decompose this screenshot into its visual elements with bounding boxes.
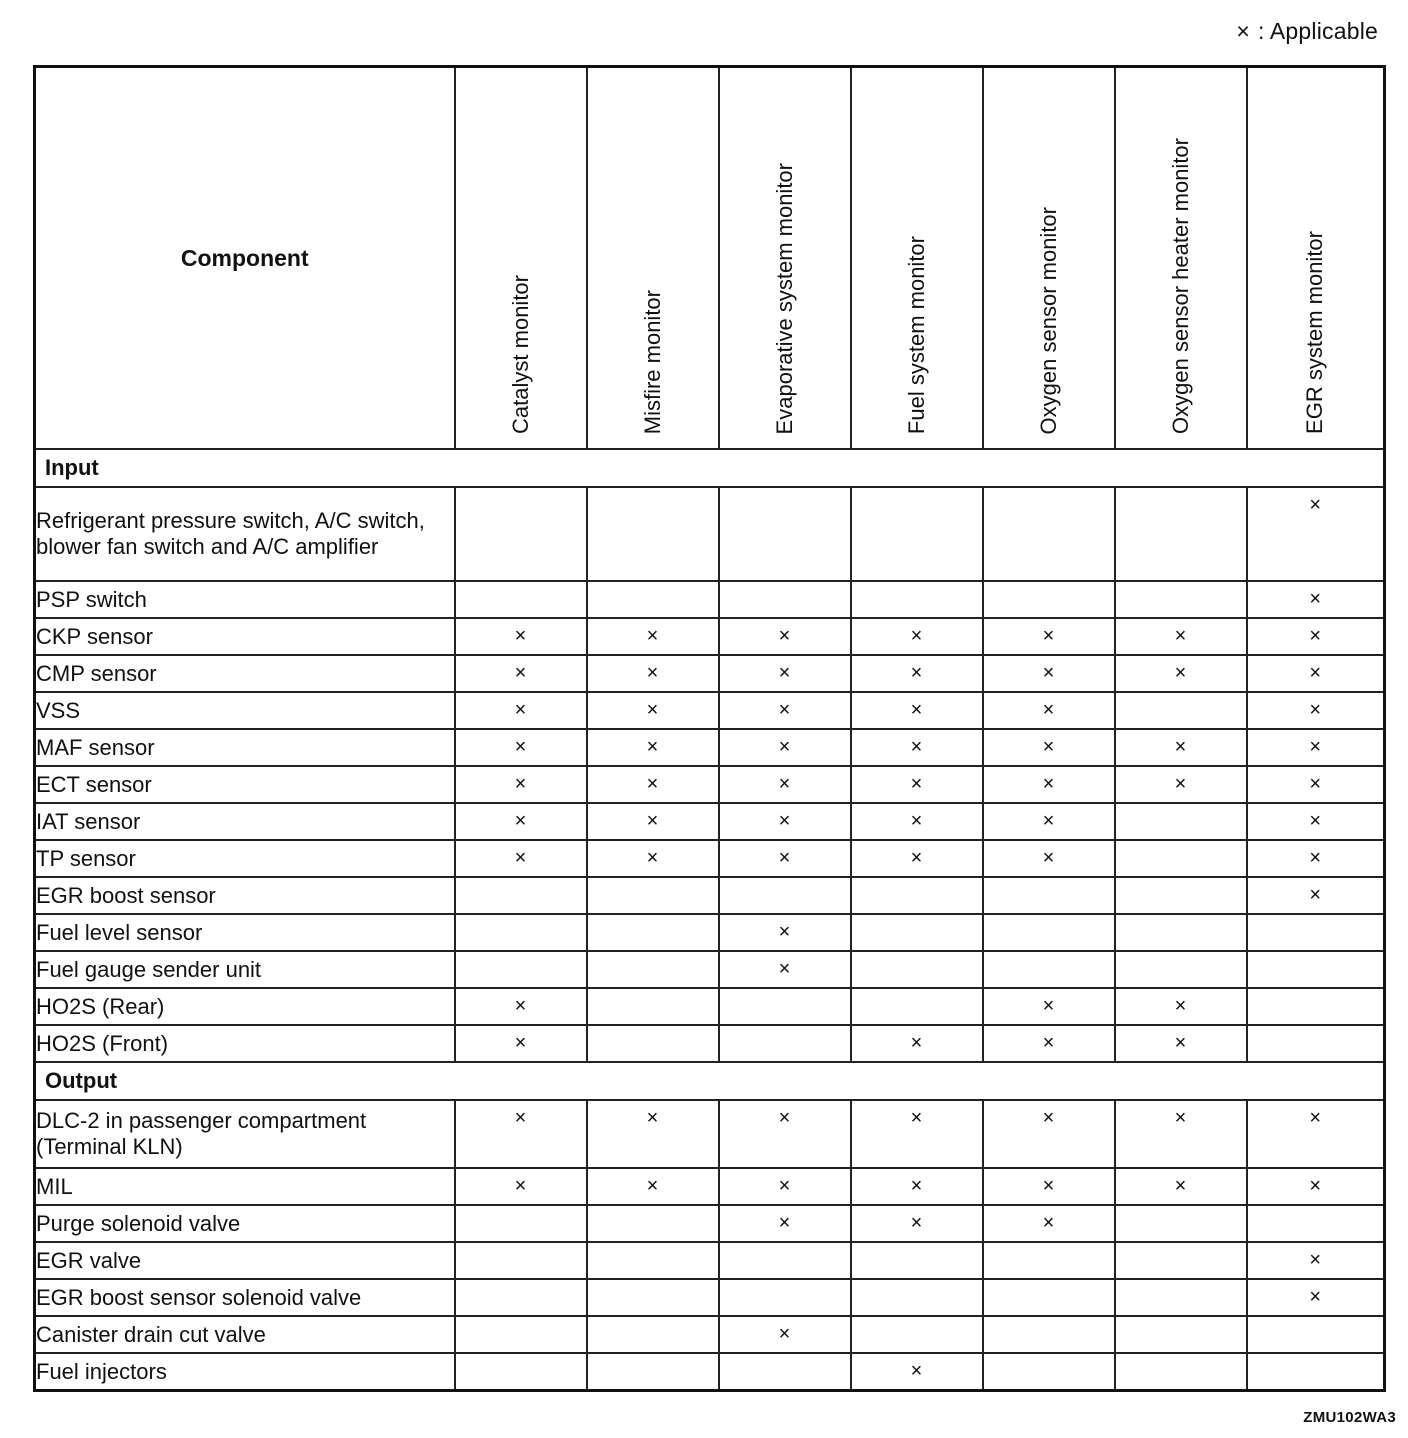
applicability-cell: [1247, 1353, 1385, 1391]
applicability-cell: ×: [455, 766, 587, 803]
applicability-cell: [455, 487, 587, 581]
applicability-cell: ×: [1247, 729, 1385, 766]
applicability-cell: [983, 914, 1115, 951]
applicability-cell: ×: [851, 1100, 983, 1168]
applicability-cell: [719, 1279, 851, 1316]
applicability-cell: ×: [851, 766, 983, 803]
component-name: MIL: [35, 1168, 455, 1205]
applicability-cell: ×: [587, 1100, 719, 1168]
applicability-cell: [1247, 1205, 1385, 1242]
applicability-cell: [587, 1316, 719, 1353]
applicability-cell: [983, 877, 1115, 914]
applicability-cell: ×: [455, 803, 587, 840]
applicability-cell: [1247, 988, 1385, 1025]
applicability-cell: [851, 1316, 983, 1353]
table-row: [35, 581, 1385, 618]
applicability-cell: [983, 951, 1115, 988]
applicability-cell: ×: [719, 729, 851, 766]
applicability-cell: ×: [983, 1025, 1115, 1062]
applicability-cell: [587, 1205, 719, 1242]
component-name: Canister drain cut valve: [35, 1316, 455, 1353]
table-row: [35, 1100, 1385, 1168]
applicability-cell: ×: [587, 618, 719, 655]
applicability-cell: [1115, 803, 1247, 840]
applicability-cell: [1247, 1025, 1385, 1062]
monitor-column-header: [1115, 67, 1247, 450]
applicability-cell: [1115, 1316, 1247, 1353]
applicability-cell: ×: [1115, 1025, 1247, 1062]
applicability-cell: [1115, 1353, 1247, 1391]
monitor-column-header: [1247, 67, 1385, 450]
applicability-cell: ×: [983, 988, 1115, 1025]
applicability-cell: [983, 1279, 1115, 1316]
applicability-cell: [719, 1025, 851, 1062]
table-row: [35, 692, 1385, 729]
applicability-cell: ×: [983, 803, 1115, 840]
applicability-cell: ×: [587, 840, 719, 877]
applicability-cell: ×: [719, 1205, 851, 1242]
applicability-cell: [1115, 581, 1247, 618]
applicability-cell: ×: [587, 692, 719, 729]
applicability-cell: ×: [587, 803, 719, 840]
applicability-cell: [587, 581, 719, 618]
table-row: [35, 729, 1385, 766]
monitor-header-label: Misfire monitor: [639, 289, 665, 434]
applicability-cell: ×: [719, 618, 851, 655]
applicability-cell: ×: [1247, 1279, 1385, 1316]
applicability-cell: [587, 951, 719, 988]
applicability-cell: [455, 951, 587, 988]
component-name: Fuel injectors: [35, 1353, 455, 1391]
applicability-cell: ×: [719, 951, 851, 988]
applicability-cell: [719, 1353, 851, 1391]
figure-id: ZMU102WA3: [1303, 1409, 1396, 1426]
component-name: Fuel level sensor: [35, 914, 455, 951]
table-body: [35, 449, 1385, 1391]
applicability-cell: [455, 877, 587, 914]
applicability-cell: [1247, 1316, 1385, 1353]
component-column-header: Component: [35, 67, 455, 450]
applicability-cell: ×: [455, 988, 587, 1025]
applicability-cell: [851, 581, 983, 618]
component-name: CMP sensor: [35, 655, 455, 692]
applicability-cell: [719, 487, 851, 581]
monitor-header-label: EGR system monitor: [1302, 231, 1328, 434]
monitor-header-label: Oxygen sensor monitor: [1035, 206, 1061, 434]
applicability-cell: ×: [851, 840, 983, 877]
component-name: HO2S (Front): [35, 1025, 455, 1062]
applicability-cell: [1115, 692, 1247, 729]
legend: [1236, 18, 1378, 45]
table-row: [35, 1025, 1385, 1062]
applicability-cell: [587, 1279, 719, 1316]
applicability-cell: ×: [851, 655, 983, 692]
applicability-cell: ×: [455, 618, 587, 655]
applicability-cell: ×: [1247, 803, 1385, 840]
applicability-cell: [1115, 951, 1247, 988]
section-row: [35, 449, 1385, 487]
applicability-cell: ×: [851, 729, 983, 766]
header-row: [35, 67, 1385, 450]
monitor-header-label: Catalyst monitor: [507, 275, 533, 434]
applicability-cell: [587, 1353, 719, 1391]
applicability-cell: [1247, 914, 1385, 951]
applicability-cell: ×: [455, 1168, 587, 1205]
applicability-cell: [1115, 487, 1247, 581]
table-row: [35, 1205, 1385, 1242]
applicability-cell: ×: [1247, 766, 1385, 803]
section-title: Output: [35, 1062, 1385, 1100]
applicability-cell: [455, 1279, 587, 1316]
table-row: [35, 1279, 1385, 1316]
monitor-column-header: [983, 67, 1115, 450]
applicability-cell: [587, 1242, 719, 1279]
table-row: [35, 988, 1385, 1025]
applicability-cell: ×: [719, 1316, 851, 1353]
component-name: MAF sensor: [35, 729, 455, 766]
applicability-cell: ×: [1247, 487, 1385, 581]
applicability-cell: [587, 988, 719, 1025]
applicability-cell: ×: [1247, 692, 1385, 729]
applicability-cell: ×: [851, 1205, 983, 1242]
component-name: VSS: [35, 692, 455, 729]
applicability-cell: ×: [1115, 655, 1247, 692]
applicability-cell: [1115, 840, 1247, 877]
applicability-cell: ×: [1247, 1168, 1385, 1205]
table-row: [35, 655, 1385, 692]
applicability-cell: ×: [983, 1168, 1115, 1205]
applicability-cell: ×: [1115, 988, 1247, 1025]
table-row: [35, 1353, 1385, 1391]
applicability-cell: [587, 487, 719, 581]
component-name: EGR boost sensor solenoid valve: [35, 1279, 455, 1316]
applicability-cell: ×: [983, 766, 1115, 803]
applicability-cell: ×: [983, 1205, 1115, 1242]
applicability-cell: ×: [983, 729, 1115, 766]
applicability-cell: [719, 581, 851, 618]
applicability-cell: ×: [455, 1100, 587, 1168]
applicability-cell: [455, 914, 587, 951]
applicability-cell: [983, 1353, 1115, 1391]
applicability-cell: ×: [1247, 655, 1385, 692]
table-row: [35, 1316, 1385, 1353]
monitor-column-header: [455, 67, 587, 450]
component-name: HO2S (Rear): [35, 988, 455, 1025]
applicability-cell: [455, 1316, 587, 1353]
table-row: [35, 1242, 1385, 1279]
applicability-cell: ×: [455, 729, 587, 766]
applicability-cell: [1115, 1242, 1247, 1279]
applicability-cell: [719, 1242, 851, 1279]
component-monitor-table: [33, 65, 1386, 1392]
applicability-cell: ×: [455, 692, 587, 729]
table-row: [35, 1168, 1385, 1205]
applicability-cell: [1115, 877, 1247, 914]
applicability-cell: ×: [851, 692, 983, 729]
applicability-cell: [983, 1242, 1115, 1279]
applicability-cell: ×: [587, 766, 719, 803]
applicability-cell: ×: [455, 655, 587, 692]
applicability-cell: [587, 914, 719, 951]
applicability-cell: ×: [719, 1100, 851, 1168]
applicability-cell: ×: [719, 1168, 851, 1205]
component-name: CKP sensor: [35, 618, 455, 655]
monitor-header-label: Evaporative system monitor: [771, 162, 797, 434]
applicability-cell: ×: [851, 1353, 983, 1391]
applicability-cell: ×: [1247, 1242, 1385, 1279]
applicability-cell: ×: [1115, 729, 1247, 766]
applicability-cell: ×: [719, 692, 851, 729]
applicability-cell: ×: [719, 655, 851, 692]
section-row: [35, 1062, 1385, 1100]
applicability-cell: ×: [851, 1025, 983, 1062]
monitor-header-label: Oxygen sensor heater monitor: [1167, 138, 1193, 434]
applicability-cell: [455, 1205, 587, 1242]
component-name: ECT sensor: [35, 766, 455, 803]
applicability-cell: ×: [851, 618, 983, 655]
applicability-cell: [1115, 914, 1247, 951]
table-row: [35, 487, 1385, 581]
applicability-cell: [455, 1242, 587, 1279]
applicability-cell: ×: [587, 1168, 719, 1205]
component-name: PSP switch: [35, 581, 455, 618]
component-name: EGR boost sensor: [35, 877, 455, 914]
section-title: Input: [35, 449, 1385, 487]
applicability-cell: [851, 951, 983, 988]
table-row: [35, 618, 1385, 655]
applicability-cell: [1115, 1205, 1247, 1242]
applicability-cell: ×: [1247, 581, 1385, 618]
applicability-cell: [455, 581, 587, 618]
component-name: IAT sensor: [35, 803, 455, 840]
applicability-cell: [719, 877, 851, 914]
component-name: Refrigerant pressure switch, A/C switch, blower fan switch and A/C amplifier: [35, 487, 455, 581]
table-row: [35, 951, 1385, 988]
applicability-cell: [719, 988, 851, 1025]
applicability-cell: [983, 581, 1115, 618]
monitor-column-header: [587, 67, 719, 450]
applicability-cell: ×: [719, 914, 851, 951]
applicability-cell: ×: [1247, 877, 1385, 914]
monitor-column-header: [851, 67, 983, 450]
applicability-cell: ×: [851, 803, 983, 840]
applicability-cell: [851, 988, 983, 1025]
component-name: EGR valve: [35, 1242, 455, 1279]
applicability-cell: ×: [983, 618, 1115, 655]
component-name: TP sensor: [35, 840, 455, 877]
applicability-cell: ×: [1247, 1100, 1385, 1168]
component-name: Purge solenoid valve: [35, 1205, 455, 1242]
table-row: [35, 766, 1385, 803]
applicability-cell: [587, 1025, 719, 1062]
applicable-mark-icon: ×: [1236, 18, 1250, 44]
applicability-cell: ×: [983, 655, 1115, 692]
table-row: [35, 840, 1385, 877]
applicability-cell: [851, 1242, 983, 1279]
applicability-cell: ×: [719, 840, 851, 877]
applicability-cell: ×: [587, 655, 719, 692]
table-row: [35, 803, 1385, 840]
monitor-column-header: [719, 67, 851, 450]
applicability-cell: ×: [587, 729, 719, 766]
monitor-header-label: Fuel system monitor: [903, 235, 929, 434]
applicability-cell: ×: [1115, 1168, 1247, 1205]
applicability-cell: ×: [1115, 766, 1247, 803]
applicability-cell: [1115, 1279, 1247, 1316]
applicability-cell: [983, 487, 1115, 581]
applicability-cell: ×: [1115, 1100, 1247, 1168]
applicability-cell: ×: [983, 840, 1115, 877]
applicability-cell: ×: [1115, 618, 1247, 655]
applicability-cell: ×: [455, 1025, 587, 1062]
applicability-cell: [851, 487, 983, 581]
component-name: Fuel gauge sender unit: [35, 951, 455, 988]
component-name: DLC-2 in passenger compartment (Terminal KLN): [35, 1100, 455, 1168]
applicability-cell: [587, 877, 719, 914]
applicability-cell: ×: [455, 840, 587, 877]
applicability-cell: ×: [1247, 618, 1385, 655]
applicability-cell: [851, 877, 983, 914]
applicability-cell: ×: [719, 803, 851, 840]
applicability-cell: ×: [719, 766, 851, 803]
applicability-cell: [851, 914, 983, 951]
applicability-cell: ×: [983, 1100, 1115, 1168]
table-row: [35, 914, 1385, 951]
applicability-cell: [851, 1279, 983, 1316]
table-row: [35, 877, 1385, 914]
applicability-cell: ×: [983, 692, 1115, 729]
applicability-cell: [983, 1316, 1115, 1353]
applicability-cell: ×: [1247, 840, 1385, 877]
applicability-cell: ×: [851, 1168, 983, 1205]
applicability-cell: [1247, 951, 1385, 988]
legend-label: : Applicable: [1257, 18, 1378, 44]
applicability-cell: [455, 1353, 587, 1391]
